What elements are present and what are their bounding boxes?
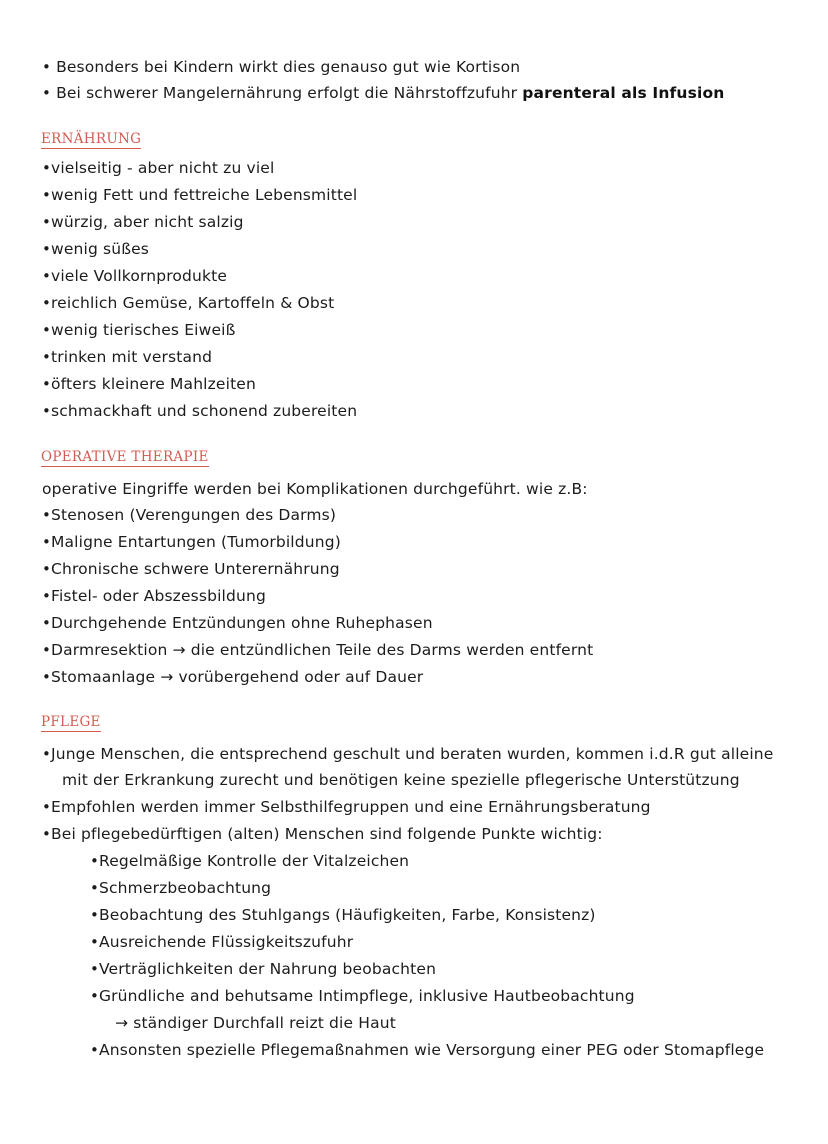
section-heading-pflege	[41, 713, 101, 731]
list-item-text: Fistel- oder Abszessbildung	[51, 587, 266, 605]
list-item	[42, 266, 227, 286]
list-item-text: wenig süßes	[51, 240, 150, 258]
operative-intro-text: operative Eingriffe werden bei Komplikationen durchgeführt. wie z.B:	[42, 480, 588, 498]
sub-list-item-text: Schmerzbeobachtung	[99, 879, 272, 897]
sub-list-item-text: Verträglichkeiten der Nahrung beobachten	[99, 960, 437, 978]
list-item	[42, 744, 773, 764]
list-item	[42, 640, 593, 660]
list-item	[42, 401, 357, 421]
list-item-text: trinken mit verstand	[51, 348, 213, 366]
list-item-text: Durchgehende Entzündungen ohne Ruhephasen	[51, 614, 433, 632]
list-item	[42, 374, 256, 394]
list-item-continuation	[62, 770, 740, 790]
list-item-text: wenig tierisches Eiweiß	[51, 321, 236, 339]
list-item-text: viele Vollkornprodukte	[51, 267, 228, 285]
sub-list-item	[90, 959, 436, 979]
list-item-text: Chronische schwere Unterernährung	[51, 560, 340, 578]
section-heading-ernaehrung	[41, 130, 141, 148]
list-item-text: schmackhaft und schonend zubereiten	[51, 402, 358, 420]
list-item-text: Stenosen (Verengungen des Darms)	[51, 506, 337, 524]
list-item-text: Bei pflegebedürftigen (alten) Menschen sind folgende Punkte wichtig:	[51, 825, 603, 843]
list-item	[42, 293, 334, 313]
heading-operative-therapie-text: OPERATIVE THERAPIE	[41, 449, 209, 465]
sub-list-item-text: Ausreichende Flüssigkeitszufuhr	[99, 933, 354, 951]
sub-list-item-text: Beobachtung des Stuhlgangs (Häufigkeiten, Farbe, Konsistenz)	[99, 906, 596, 924]
list-item	[42, 797, 651, 817]
sub-list-item	[90, 905, 596, 925]
intro-bold-text: parenteral als Infusion	[522, 84, 725, 102]
list-item	[42, 185, 357, 205]
list-item-text: mit der Erkrankung zurecht und benötigen keine spezielle pflegerische Unterstützung	[62, 771, 740, 789]
intro-bullet-1-text: Besonders bei Kindern wirkt dies genauso gut wie Kortison	[56, 58, 521, 76]
list-item-text: Stomaanlage → vorübergehend oder auf Dauer	[51, 668, 424, 686]
list-item-text: wenig Fett und fettreiche Lebensmittel	[51, 186, 358, 204]
list-item	[42, 613, 433, 633]
list-item	[42, 158, 274, 178]
intro-bullet-2-text: Bei schwerer Mangelernährung erfolgt die Nährstoffzufuhr	[56, 84, 518, 102]
list-item	[42, 824, 603, 844]
sub-list-item	[90, 1040, 764, 1060]
list-item-text: Empfohlen werden immer Selbsthilfegruppen und eine Ernährungsberatung	[51, 798, 651, 816]
heading-pflege-text: PFLEGE	[41, 714, 101, 730]
sub-list-item-text: Regelmäßige Kontrolle der Vitalzeichen	[99, 852, 410, 870]
sub-list-note-text: → ständiger Durchfall reizt die Haut	[115, 1014, 396, 1032]
sub-list-note	[115, 1013, 396, 1033]
sub-list-item	[90, 878, 271, 898]
list-item-text: Darmresektion → die entzündlichen Teile des Darms werden entfernt	[51, 641, 594, 659]
list-item	[42, 239, 149, 259]
heading-ernaehrung-text: ERNÄHRUNG	[41, 131, 142, 147]
list-item-text: Maligne Entartungen (Tumorbildung)	[51, 533, 341, 551]
list-item	[42, 532, 341, 552]
list-item-text: vielseitig - aber nicht zu viel	[51, 159, 275, 177]
list-item	[42, 212, 244, 232]
sub-list-item	[90, 986, 635, 1006]
list-item	[42, 320, 236, 340]
list-item-text: würzig, aber nicht salzig	[51, 213, 244, 231]
operative-intro	[42, 479, 588, 499]
list-item-text: Junge Menschen, die entsprechend geschult und beraten wurden, kommen i.d.R gut alleine	[51, 745, 774, 763]
intro-bullet-2	[42, 83, 724, 103]
section-heading-operative-therapie	[41, 448, 209, 466]
list-item-text: öfters kleinere Mahlzeiten	[51, 375, 256, 393]
sub-list-item-text: Gründliche and behutsame Intimpflege, inklusive Hautbeobachtung	[99, 987, 635, 1005]
list-item	[42, 559, 340, 579]
sub-list-item	[90, 932, 353, 952]
list-item	[42, 586, 266, 606]
sub-list-item	[90, 851, 409, 871]
list-item	[42, 347, 212, 367]
sub-list-item-text: Ansonsten spezielle Pflegemaßnahmen wie Versorgung einer PEG oder Stomapflege	[99, 1041, 765, 1059]
list-item	[42, 667, 423, 687]
list-item-text: reichlich Gemüse, Kartoffeln & Obst	[51, 294, 335, 312]
list-item	[42, 505, 336, 525]
intro-bullet-1	[42, 57, 520, 77]
